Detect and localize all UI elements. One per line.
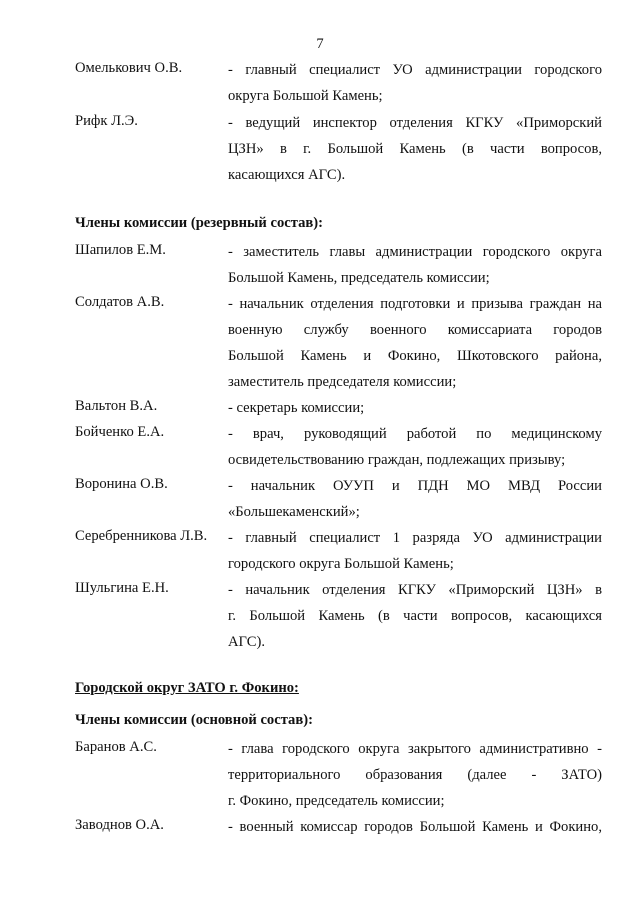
member-role [228, 60, 602, 112]
member-role [228, 476, 602, 528]
member-name: Шапилов Е.М. [75, 242, 166, 258]
role-line: территориального образования (далее - ЗАТО) [228, 767, 602, 783]
member-role [228, 580, 602, 658]
role-line: «Большекаменский»; [228, 504, 360, 520]
member-name: Воронина О.В. [75, 476, 168, 492]
role-line: г. Большой Камень (в части вопросов, касающихся [228, 608, 602, 624]
member-role [228, 294, 602, 398]
role-line: - начальник отделения подготовки и призыва граждан на [228, 296, 602, 312]
page-number: 7 [316, 36, 324, 52]
role-line: ЦЗН» в г. Большой Камень (в части вопросов, [228, 141, 602, 157]
member-role [228, 817, 602, 843]
role-line: - главный специалист УО администрации городского [228, 62, 602, 78]
member-role [228, 242, 602, 294]
role-line: - начальник отделения КГКУ «Приморский ЦЗН» в [228, 582, 602, 598]
member-name: Омелькович О.В. [75, 60, 183, 76]
role-line: - главный специалист 1 разряда УО администрации [228, 530, 602, 546]
role-line: округа Большой Камень; [228, 88, 383, 104]
member-role [228, 398, 602, 424]
member-name: Серебренникова Л.В. [75, 528, 208, 544]
role-line: освидетельствованию граждан, подлежащих призыву; [228, 452, 566, 468]
member-name: Шульгина Е.Н. [75, 580, 169, 596]
member-role [228, 113, 602, 191]
role-line: - военный комиссар городов Большой Камень и Фокино, [228, 819, 602, 835]
member-role [228, 424, 602, 476]
role-line: АГС). [228, 634, 266, 650]
role-line: касающихся АГС). [228, 167, 346, 183]
member-name: Бойченко Е.А. [75, 424, 165, 440]
member-role [228, 739, 602, 817]
section-heading-reserve: Члены комиссии (резервный состав): [75, 215, 323, 231]
member-name: Солдатов А.В. [75, 294, 165, 310]
role-line: - врач, руководящий работой по медицинскому [228, 426, 602, 442]
role-line: - секретарь комиссии; [228, 400, 365, 416]
role-line: Большой Камень и Фокино, Шкотовского района, [228, 348, 602, 364]
member-name: Баранов А.С. [75, 739, 157, 755]
role-line: Большой Камень, председатель комиссии; [228, 270, 490, 286]
member-name: Рифк Л.Э. [75, 113, 138, 129]
role-line: заместитель председателя комиссии; [228, 374, 457, 390]
role-line: - начальник ОУУП и ПДН МО МВД России [228, 478, 602, 494]
role-line: г. Фокино, председатель комиссии; [228, 793, 445, 809]
role-line: - глава городского округа закрытого административно - [228, 741, 602, 757]
role-line: - ведущий инспектор отделения КГКУ «Приморский [228, 115, 602, 131]
member-name: Вальтон В.А. [75, 398, 158, 414]
role-line: военную службу военного комиссариата городов [228, 322, 602, 338]
district-heading: Городской округ ЗАТО г. Фокино: [75, 680, 299, 696]
role-line: - заместитель главы администрации городского округа [228, 244, 602, 260]
member-name: Заводнов О.А. [75, 817, 164, 833]
member-role [228, 528, 602, 580]
section-heading-main: Члены комиссии (основной состав): [75, 712, 313, 728]
role-line: городского округа Большой Камень; [228, 556, 454, 572]
